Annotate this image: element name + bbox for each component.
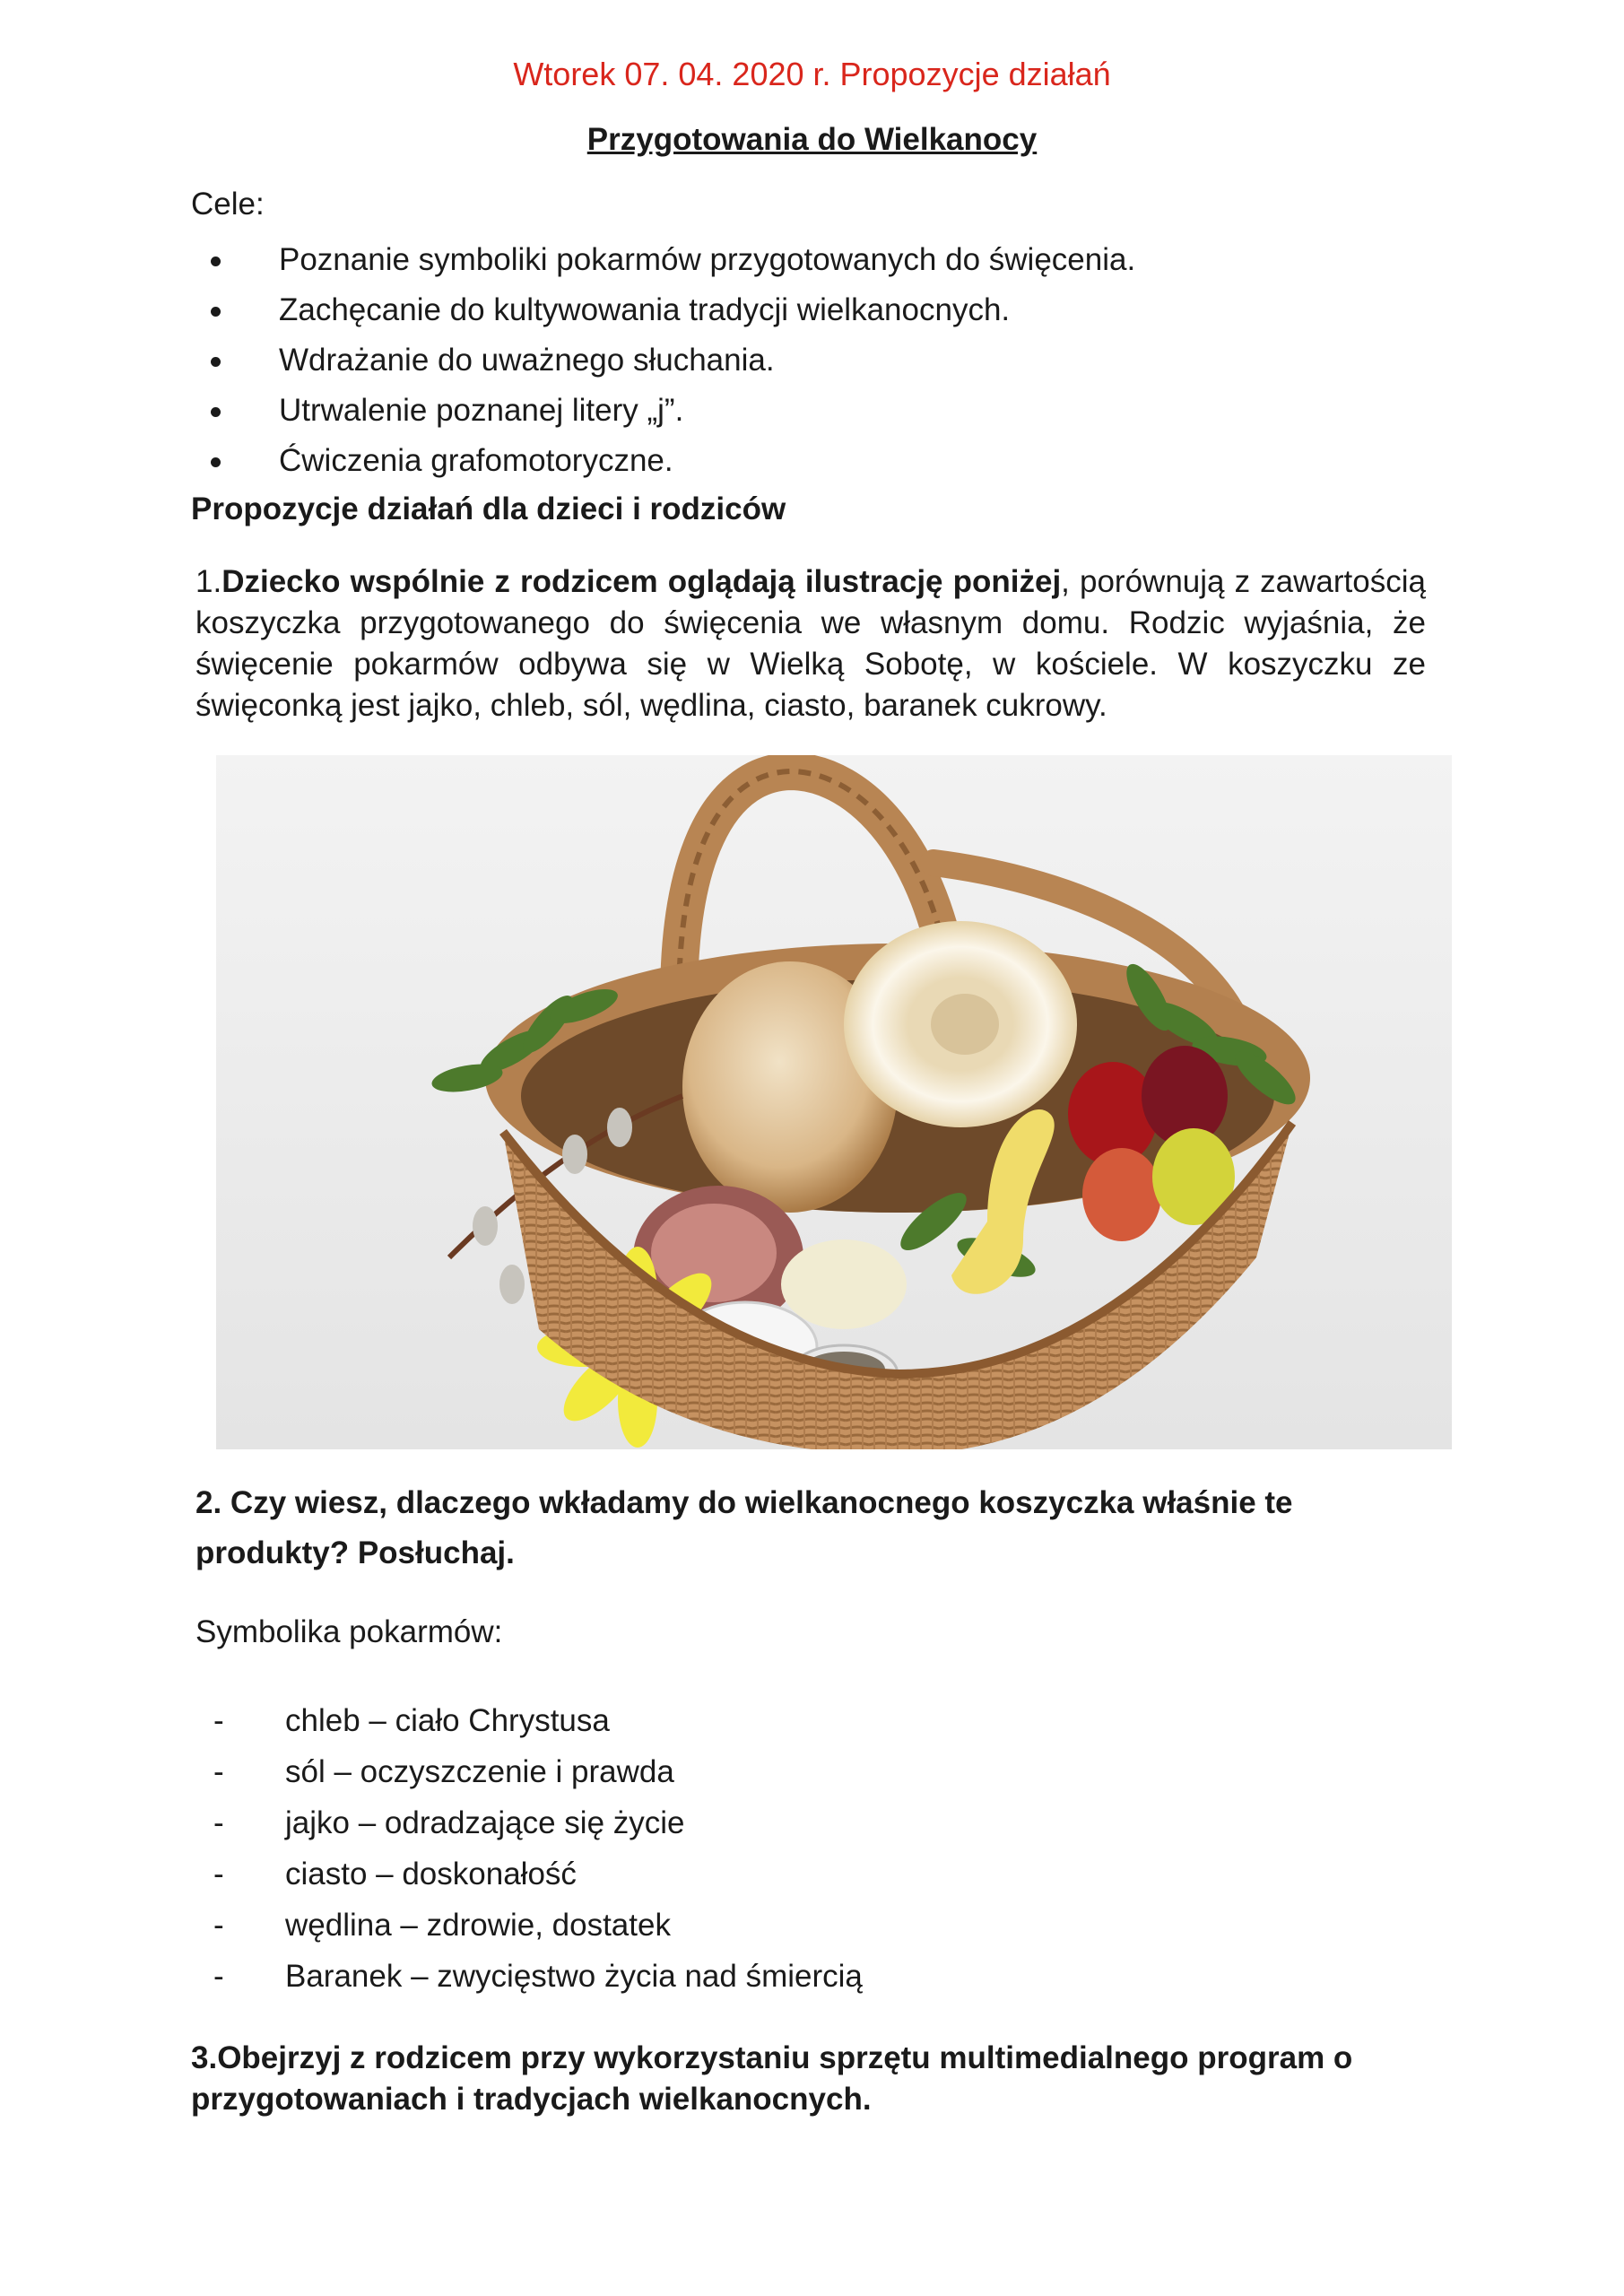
goal-text: Poznanie symboliki pokarmów przygotowanych do święcenia. [279,242,1136,277]
main-title: Przygotowania do Wielkanocy [586,122,1038,157]
goal-text: Zachęcanie do kultywowania tradycji wielkanocnych. [279,292,1011,327]
symbolism-label: Symbolika pokarmów: [195,1614,503,1649]
bullet-icon [211,407,221,417]
goals-label: Cele: [191,187,265,222]
proposal-1-bold: Dziecko wspólnie z rodzicem oglądają ilustrację poniżej [221,564,1062,599]
bullet-icon [211,457,221,467]
dash-icon: - [213,1857,224,1892]
easter-basket-photo [216,755,1452,1449]
bullet-icon [211,357,221,367]
dash-icon: - [213,1959,224,1994]
goal-text: Ćwiczenia grafomotoryczne. [279,443,673,478]
symbolism-text: chleb – ciało Chrystusa [285,1703,610,1738]
goal-text: Wdrażanie do uważnego słuchania. [279,343,775,378]
proposal-1-text: , porównują z zawartością koszyczka przygotowanego do święcenia we własnym domu. Rodzic wyjaśnia, że święcenie pokarmów odbywa się w Wielką Sobotę, w kościele. W koszyczku ze święconką jest jajko, chleb, sól, wędlina, ciasto, baranek cukrowy. [195,564,1426,723]
symbolism-text: wędlina – zdrowie, dostatek [285,1908,671,1943]
goal-text: Utrwalenie poznanej litery „j”. [279,393,684,428]
bullet-icon [211,307,221,317]
dash-icon: - [213,1754,224,1789]
proposal-3-text: 3.Obejrzyj z rodzicem przy wykorzystaniu sprzętu multimedialnego program o przygotowaniach i tradycjach wielkanocnych. [191,2040,1353,2117]
dash-icon: - [213,1908,224,1943]
symbolism-text: ciasto – doskonałość [285,1857,577,1892]
symbolism-text: jajko – odradzające się życie [285,1805,685,1840]
date-title: Wtorek 07. 04. 2020 r. Propozycje działań [513,56,1111,92]
dash-icon: - [213,1805,224,1840]
symbolism-text: sól – oczyszczenie i prawda [285,1754,674,1789]
proposal-1-paragraph [195,561,1426,726]
proposals-heading: Propozycje działań dla dzieci i rodziców [191,491,786,526]
bullet-icon [211,257,221,266]
proposal-1-number: 1. [195,564,222,599]
proposal-2-question: 2. Czy wiesz, dlaczego wkładamy do wielkanocnego koszyczka właśnie te produkty? Posłuchaj. [195,1485,1293,1570]
dash-icon: - [213,1703,224,1738]
symbolism-text: Baranek – zwycięstwo życia nad śmiercią [285,1959,863,1994]
